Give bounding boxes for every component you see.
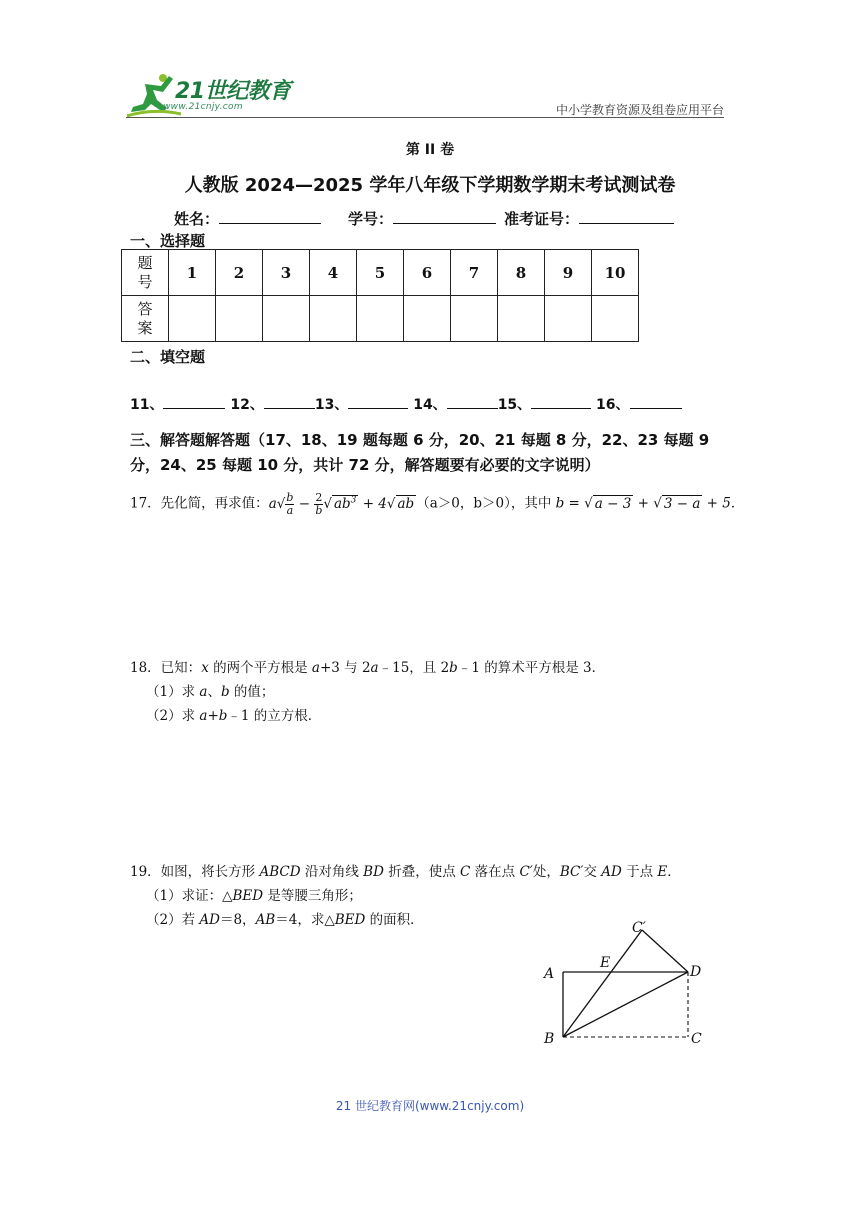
question-number-cell: 4 [310, 250, 357, 296]
answer-cell [404, 296, 451, 342]
fill-blank [348, 396, 408, 409]
platform-name: 中小学教育资源及组卷应用平台 [556, 103, 725, 117]
paper-title: 人教版 2024—2025 学年八年级下学期数学期末考试测试卷 [184, 175, 676, 196]
question-18-part-1: （1）求 a、b 的值； [146, 684, 275, 700]
label-Cprime: C′ [632, 920, 646, 936]
q17-b-value: b = √ a − 3 + √ 3 − a + 5 [555, 495, 731, 512]
answer-cell [592, 296, 639, 342]
fill-label-15: 15、 [497, 397, 532, 413]
answer-cell [545, 296, 592, 342]
name-field [174, 208, 321, 229]
question-number-header: 题 号 [122, 250, 169, 296]
folded-rectangle-figure [536, 916, 716, 1051]
fill-blank [163, 396, 225, 409]
header-divider [126, 117, 724, 118]
site-logo [123, 70, 298, 118]
fill-label-12: 12、 [230, 397, 264, 413]
q17-expression: a√ $\frac{b}{a}$ − $\frac{2}{b}$ √ $ab^3 + 4√$ ab [268, 490, 415, 517]
answer-cell [216, 296, 263, 342]
section-choice-title: 一、选择题 [130, 232, 206, 250]
question-number-cell: 9 [545, 250, 592, 296]
fill-blank [447, 396, 498, 409]
student-id-label: 学号： [348, 210, 394, 228]
question-19: 19．如图，将长方形 ABCD 沿对角线 BD 折叠，使点 C 落在点 C′处，BC′交 AD 于点 E． [130, 864, 681, 880]
question-number-cell: 10 [592, 250, 639, 296]
label-A: A [544, 966, 555, 982]
fill-blank [264, 396, 315, 409]
question-number-cell: 2 [216, 250, 263, 296]
question-number-cell: 3 [263, 250, 310, 296]
table-row [122, 250, 639, 296]
label-D: D [690, 964, 702, 980]
question-number-cell: 8 [498, 250, 545, 296]
label-B: B [544, 1031, 555, 1047]
logo-url-text: www.21cnjy.com [163, 102, 243, 112]
student-id-field [348, 208, 496, 229]
name-label: 姓名： [174, 210, 220, 228]
question-18: 18．已知：x 的两个平方根是 a+3 与 2a﹣15，且 2b﹣1 的算术平方根是 3． [130, 660, 606, 676]
answer-cell [263, 296, 310, 342]
exam-number-field [504, 208, 674, 229]
answer-cell [357, 296, 404, 342]
question-19-part-1: （1）求证：△BED 是等腰三角形； [146, 888, 362, 904]
fill-blanks-row [130, 394, 682, 414]
answer-cell [451, 296, 498, 342]
exam-number-label: 准考证号： [504, 210, 580, 228]
answer-cell [498, 296, 545, 342]
section-solve-title: 三、解答题解答题（17、18、19 题每题 6 分，20、21 每题 8 分，22、23 每题 9 分，24、25 每题 10 分，共计 72 分，解答题要有必要的文字说明） [130, 431, 710, 474]
question-number-cell: 6 [404, 250, 451, 296]
q17-prefix: 17．先化简，再求值： [130, 495, 269, 512]
question-19-part-2: （2）若 AD＝8，AB＝4，求△BED 的面积． [146, 912, 424, 928]
exam-number-blank [579, 209, 674, 224]
student-id-blank [393, 209, 496, 224]
segment-CprimeD [642, 930, 688, 972]
fill-blank [630, 396, 682, 409]
section-fill-title: 二、填空题 [130, 348, 206, 366]
fill-label-14: 14、 [413, 397, 447, 413]
question-number-cell: 1 [169, 250, 216, 296]
question-18-part-2: （2）求 a+b﹣1 的立方根． [146, 708, 322, 724]
table-row [122, 296, 639, 342]
q17-condition: （a＞0，b＞0），其中 [416, 495, 552, 512]
segment-BCprime [563, 930, 642, 1037]
answer-cell [310, 296, 357, 342]
question-number-cell: 7 [451, 250, 498, 296]
label-E: E [600, 955, 611, 971]
answer-cell [169, 296, 216, 342]
logo-brand-text: 21世纪教育 [175, 79, 291, 104]
question-number-cell: 5 [357, 250, 404, 296]
segment-BD [563, 972, 688, 1037]
fill-label-16: 16、 [596, 397, 630, 413]
fill-label-11: 11、 [130, 397, 164, 413]
footer-site: 21 世纪教育网(www.21cnjy.com) [335, 1099, 525, 1113]
name-blank [219, 209, 321, 224]
fill-label-13: 13、 [314, 397, 349, 413]
question-17: 17．先化简，再求值：a√ $\frac{b}{a}$ − $\frac{2}{b}$ √ $ab^3 + 4√$ ab （a＞0，b＞0），其中 b = √ a − 3 + √ 3 − a + 5． [130, 490, 745, 517]
label-C: C [691, 1031, 702, 1047]
volume-label: 第 II 卷 [405, 142, 455, 158]
answer-table [121, 249, 639, 342]
fill-blank [531, 396, 591, 409]
answer-header: 答 案 [122, 296, 169, 342]
